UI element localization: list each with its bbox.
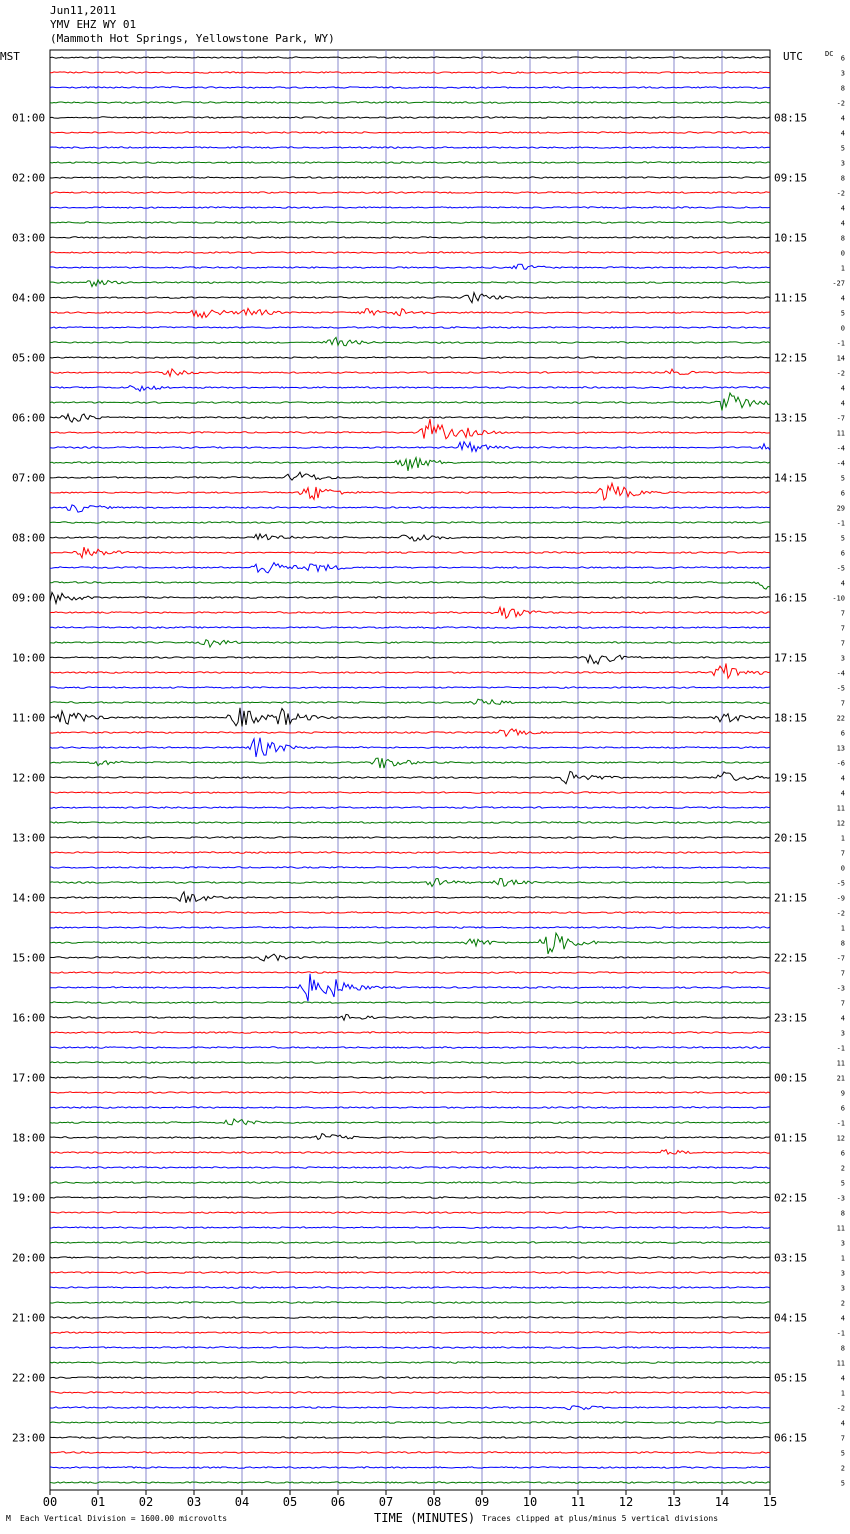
dc-offset-label: 5	[840, 309, 845, 318]
right-hour-label: 05:15	[774, 1371, 808, 1385]
seismic-trace	[50, 308, 770, 317]
dc-offset-label: 4	[840, 399, 845, 408]
seismic-trace	[50, 1362, 770, 1363]
x-tick-label: 05	[282, 1495, 298, 1509]
seismic-trace	[50, 72, 770, 73]
right-hour-label: 21:15	[774, 891, 808, 905]
seismic-trace	[50, 807, 770, 808]
seismic-trace	[50, 1119, 770, 1125]
dc-offset-label: 6	[840, 1149, 845, 1158]
seismic-trace	[50, 57, 770, 58]
dc-offset-label: 11	[836, 804, 845, 813]
dc-offset-label: -4	[836, 669, 845, 678]
right-hour-label: 00:15	[774, 1071, 808, 1085]
dc-offset-label: 3	[840, 1284, 845, 1293]
plot-frame	[50, 50, 770, 1490]
dc-offset-label: -9	[836, 894, 845, 903]
left-hour-label: 09:00	[12, 591, 46, 605]
dc-offset-label: 3	[840, 1239, 845, 1248]
left-hour-label: 11:00	[12, 711, 46, 725]
seismic-trace	[50, 1107, 770, 1108]
dc-offset-label: 4	[840, 294, 845, 303]
seismic-trace	[50, 974, 770, 1001]
dc-offset-label: -4	[836, 444, 845, 453]
dc-offset-label: 6	[840, 1104, 845, 1113]
dc-offset-label: 1	[840, 264, 845, 273]
seismic-trace	[50, 252, 770, 253]
left-hour-label: 12:00	[12, 771, 46, 785]
left-hour-label: 07:00	[12, 471, 46, 485]
seismic-trace	[50, 222, 770, 223]
dc-offset-label: 8	[840, 1344, 845, 1353]
seismic-trace	[50, 1287, 770, 1288]
seismic-trace	[50, 1077, 770, 1078]
dc-offset-label: 4	[840, 204, 845, 213]
dc-offset-label: -1	[836, 339, 845, 348]
dc-offset-label: -5	[836, 564, 845, 573]
dc-offset-label: 11	[836, 1059, 845, 1068]
seismic-trace	[50, 912, 770, 913]
seismic-trace	[50, 954, 770, 961]
seismic-trace	[50, 393, 770, 411]
seismic-trace	[50, 207, 770, 208]
right-hour-label: 01:15	[774, 1131, 808, 1145]
seismic-trace	[50, 1197, 770, 1198]
seismic-trace	[50, 472, 770, 480]
left-hour-label: 15:00	[12, 951, 46, 965]
seismic-trace	[50, 972, 770, 973]
seismic-trace	[50, 1062, 770, 1063]
dc-offset-label: 2	[840, 1464, 845, 1473]
dc-offset-label: 0	[840, 249, 845, 258]
seismic-trace	[50, 337, 770, 345]
dc-offset-label: 29	[836, 504, 845, 513]
seismic-trace	[50, 458, 770, 471]
dc-offset-label: 7	[840, 624, 845, 633]
left-hour-label: 23:00	[12, 1431, 46, 1445]
seismic-trace	[50, 442, 770, 452]
dc-offset-label: 5	[840, 1479, 845, 1488]
dc-offset-label: 7	[840, 699, 845, 708]
x-tick-label: 02	[138, 1495, 154, 1509]
seismic-trace	[50, 547, 770, 558]
x-tick-label: 04	[234, 1495, 250, 1509]
seismic-trace	[50, 563, 770, 573]
left-hour-label: 19:00	[12, 1191, 46, 1205]
dc-offset-label: -2	[836, 909, 845, 918]
seismic-trace	[50, 192, 770, 193]
left-hour-label: 01:00	[12, 111, 46, 125]
left-hour-label: 03:00	[12, 231, 46, 245]
dc-offset-label: 3	[840, 69, 845, 78]
seismic-trace	[50, 699, 770, 704]
seismic-trace	[50, 1002, 770, 1003]
dc-offset-label: -2	[836, 369, 845, 378]
dc-offset-label: -3	[836, 1194, 845, 1203]
seismic-trace	[50, 147, 770, 148]
dc-offset-label: 4	[840, 1014, 845, 1023]
dc-offset-label: -1	[836, 1329, 845, 1338]
seismic-trace	[50, 1377, 770, 1378]
dc-offset-label: -4	[836, 459, 845, 468]
dc-offset-label: 22	[836, 714, 845, 723]
seismic-trace	[50, 419, 770, 439]
dc-offset-label: 4	[840, 219, 845, 228]
seismic-trace	[50, 867, 770, 868]
dc-offset-label: 0	[840, 864, 845, 873]
seismic-trace	[50, 1302, 770, 1303]
seismic-trace	[50, 522, 770, 523]
left-hour-label: 21:00	[12, 1311, 46, 1325]
seismic-trace	[50, 1227, 770, 1228]
dc-offset-label: -3	[836, 984, 845, 993]
dc-offset-label: 3	[840, 1269, 845, 1278]
seismic-trace	[50, 293, 770, 303]
x-tick-label: 09	[474, 1495, 490, 1509]
dc-offset-label: 7	[840, 999, 845, 1008]
seismic-trace	[50, 162, 770, 163]
axis-labels	[0, 50, 845, 1525]
dc-offset-label: 2	[840, 1299, 845, 1308]
dc-offset-label: -5	[836, 879, 845, 888]
x-tick-label: 10	[522, 1495, 538, 1509]
dc-offset-label: 4	[840, 579, 845, 588]
right-hour-label: 19:15	[774, 771, 808, 785]
dc-offset-label: 8	[840, 234, 845, 243]
dc-offset-label: 8	[840, 1209, 845, 1218]
dc-offset-label: -6	[836, 759, 845, 768]
seismic-trace	[50, 1014, 770, 1020]
right-hour-label: 06:15	[774, 1431, 808, 1445]
dc-offset-label: 4	[840, 789, 845, 798]
dc-offset-label: -10	[832, 594, 845, 603]
x-tick-label: 00	[42, 1495, 58, 1509]
footer-mark: M	[6, 1514, 11, 1523]
right-hour-label: 02:15	[774, 1191, 808, 1205]
clip-note: Traces clipped at plus/minus 5 vertical divisions	[482, 1514, 719, 1523]
dc-offset-label: -5	[836, 684, 845, 693]
seismic-trace	[50, 327, 770, 328]
seismic-trace	[50, 729, 770, 737]
dc-label: DC	[825, 50, 834, 58]
x-tick-label: 12	[618, 1495, 634, 1509]
dc-offset-label: 5	[840, 474, 845, 483]
dc-offset-label: -1	[836, 1119, 845, 1128]
right-hour-label: 10:15	[774, 231, 808, 245]
seismic-trace	[50, 1182, 770, 1183]
seismic-trace	[50, 369, 770, 376]
dc-offset-label: 14	[836, 354, 845, 363]
dc-offset-label: 6	[840, 729, 845, 738]
seismic-trace	[50, 117, 770, 118]
seismic-trace	[50, 687, 770, 688]
seismic-trace	[50, 1347, 770, 1348]
dc-offset-label: 11	[836, 429, 845, 438]
dc-offset-label: 21	[836, 1074, 845, 1083]
seismic-trace	[50, 102, 770, 103]
seismic-trace	[50, 1257, 770, 1258]
right-hour-label: 23:15	[774, 1011, 808, 1025]
seismic-trace	[50, 852, 770, 853]
seismic-trace	[50, 1317, 770, 1318]
seismic-trace	[50, 280, 770, 287]
left-hour-label: 10:00	[12, 651, 46, 665]
right-hour-label: 16:15	[774, 591, 808, 605]
seismic-trace	[50, 1392, 770, 1393]
left-hour-label: 04:00	[12, 291, 46, 305]
seismic-trace	[50, 933, 770, 954]
dc-offset-label: 9	[840, 1089, 845, 1098]
seismic-trace	[50, 1134, 770, 1140]
seismic-trace	[50, 1047, 770, 1048]
left-hour-label: 08:00	[12, 531, 46, 545]
seismic-trace	[50, 483, 770, 500]
dc-offset-label: 4	[840, 1314, 845, 1323]
dc-offset-label: 7	[840, 1434, 845, 1443]
dc-offset-label: 3	[840, 159, 845, 168]
seismic-trace	[50, 357, 770, 358]
seismic-trace	[50, 386, 770, 392]
seismic-trace	[50, 627, 770, 628]
dc-offset-label: 5	[840, 1179, 845, 1188]
dc-offset-label: 12	[836, 1134, 845, 1143]
seismic-trace	[50, 1437, 770, 1438]
seismic-trace	[50, 1032, 770, 1033]
right-hour-label: 11:15	[774, 291, 808, 305]
dc-offset-label: 11	[836, 1359, 845, 1368]
dc-offset-label: 5	[840, 144, 845, 153]
dc-offset-label: 12	[836, 819, 845, 828]
seismic-trace	[50, 1272, 770, 1273]
seismic-trace	[50, 927, 770, 928]
right-hour-label: 03:15	[774, 1251, 808, 1265]
seismic-trace	[50, 664, 770, 679]
right-hour-label: 13:15	[774, 411, 808, 425]
left-hour-label: 05:00	[12, 351, 46, 365]
dc-offset-label: 3	[840, 1029, 845, 1038]
seismic-trace	[50, 1452, 770, 1453]
dc-offset-label: 8	[840, 174, 845, 183]
seismic-trace	[50, 1242, 770, 1243]
dc-offset-label: -2	[836, 1404, 845, 1413]
dc-offset-label: 0	[840, 324, 845, 333]
right-hour-label: 08:15	[774, 111, 808, 125]
seismic-trace	[50, 237, 770, 238]
right-hour-label: 17:15	[774, 651, 808, 665]
seismic-trace	[50, 1422, 770, 1423]
right-hour-label: 15:15	[774, 531, 808, 545]
seismic-trace	[50, 592, 770, 603]
dc-offset-label: 5	[840, 1449, 845, 1458]
dc-offset-label: 1	[840, 924, 845, 933]
right-hour-label: 18:15	[774, 711, 808, 725]
dc-offset-label: 13	[836, 744, 845, 753]
dc-offset-label: -7	[836, 954, 845, 963]
scale-note: Each Vertical Division = 1600.00 microvolts	[20, 1514, 228, 1523]
dc-offset-label: -27	[832, 279, 845, 288]
seismic-trace	[50, 640, 770, 647]
seismic-trace	[50, 771, 770, 783]
dc-offset-label: 1	[840, 1254, 845, 1263]
seismic-trace	[50, 758, 770, 768]
dc-offset-label: 5	[840, 534, 845, 543]
dc-offset-label: -2	[836, 99, 845, 108]
seismic-trace	[50, 607, 770, 618]
station-location: (Mammoth Hot Springs, Yellowstone Park, WY)	[50, 32, 335, 45]
plot-grid	[50, 50, 770, 1490]
right-hour-label: 09:15	[774, 171, 808, 185]
seismic-trace	[50, 822, 770, 823]
seismic-trace	[50, 837, 770, 838]
dc-offset-label: -1	[836, 519, 845, 528]
x-tick-label: 08	[426, 1495, 442, 1509]
seismic-traces	[50, 57, 770, 1483]
seismic-trace	[50, 534, 770, 541]
chart-date: Jun11,2011	[50, 4, 117, 17]
dc-offset-label: 3	[840, 654, 845, 663]
dc-offset-label: 6	[840, 54, 845, 63]
left-hour-label: 17:00	[12, 1071, 46, 1085]
seismic-trace	[50, 655, 770, 664]
dc-offset-label: 7	[840, 639, 845, 648]
seismic-trace	[50, 878, 770, 886]
dc-offset-label: 7	[840, 969, 845, 978]
dc-offset-label: 6	[840, 489, 845, 498]
dc-offset-label: 11	[836, 1224, 845, 1233]
seismic-trace	[50, 792, 770, 793]
dc-offset-label: 8	[840, 84, 845, 93]
seismic-trace	[50, 87, 770, 88]
seismic-trace	[50, 264, 770, 269]
seismic-trace	[50, 1332, 770, 1333]
seismic-trace	[50, 1467, 770, 1468]
left-hour-label: 13:00	[12, 831, 46, 845]
dc-offset-label: 1	[840, 834, 845, 843]
seismic-trace	[50, 738, 770, 757]
seismic-trace	[50, 1092, 770, 1093]
left-hour-label: 22:00	[12, 1371, 46, 1385]
station-code: YMV EHZ WY 01	[50, 18, 137, 31]
seismic-trace	[50, 582, 770, 589]
dc-offset-label: 1	[840, 1389, 845, 1398]
left-timezone-label: MST	[0, 50, 20, 63]
right-hour-label: 04:15	[774, 1311, 808, 1325]
right-hour-label: 14:15	[774, 471, 808, 485]
seismic-trace	[50, 177, 770, 178]
x-tick-label: 01	[90, 1495, 106, 1509]
dc-offset-label: -7	[836, 414, 845, 423]
left-hour-label: 06:00	[12, 411, 46, 425]
left-hour-label: 20:00	[12, 1251, 46, 1265]
seismic-trace	[50, 708, 770, 727]
seismic-trace	[50, 1167, 770, 1168]
seismic-trace	[50, 1406, 770, 1410]
seismic-trace	[50, 505, 770, 512]
dc-offset-label: 4	[840, 114, 845, 123]
x-tick-label: 06	[330, 1495, 346, 1509]
seismic-trace	[50, 1482, 770, 1483]
x-tick-label: 13	[666, 1495, 682, 1509]
dc-offset-label: 6	[840, 549, 845, 558]
right-hour-label: 22:15	[774, 951, 808, 965]
x-tick-label: 15	[762, 1495, 778, 1509]
right-hour-label: 12:15	[774, 351, 808, 365]
dc-offset-label: 7	[840, 849, 845, 858]
seismic-trace	[50, 1212, 770, 1213]
x-axis-title: TIME (MINUTES)	[374, 1511, 476, 1525]
dc-offset-label: 4	[840, 774, 845, 783]
left-hour-label: 18:00	[12, 1131, 46, 1145]
dc-offset-label: 8	[840, 939, 845, 948]
x-tick-label: 14	[714, 1495, 730, 1509]
dc-offset-label: 4	[840, 384, 845, 393]
dc-offset-label: -1	[836, 1044, 845, 1053]
x-tick-label: 03	[186, 1495, 202, 1509]
seismic-trace	[50, 132, 770, 133]
dc-offset-label: 7	[840, 609, 845, 618]
left-hour-label: 16:00	[12, 1011, 46, 1025]
dc-offset-label: -2	[836, 189, 845, 198]
x-tick-label: 07	[378, 1495, 394, 1509]
left-hour-label: 14:00	[12, 891, 46, 905]
right-hour-label: 20:15	[774, 831, 808, 845]
dc-offset-label: 2	[840, 1164, 845, 1173]
left-hour-label: 02:00	[12, 171, 46, 185]
x-tick-label: 11	[570, 1495, 586, 1509]
dc-offset-label: 4	[840, 1374, 845, 1383]
seismic-trace	[50, 1150, 770, 1155]
right-timezone-label: UTC	[783, 50, 803, 63]
dc-offset-label: 4	[840, 1419, 845, 1428]
seismic-trace	[50, 892, 770, 903]
seismic-trace	[50, 414, 770, 422]
dc-offset-label: 4	[840, 129, 845, 138]
